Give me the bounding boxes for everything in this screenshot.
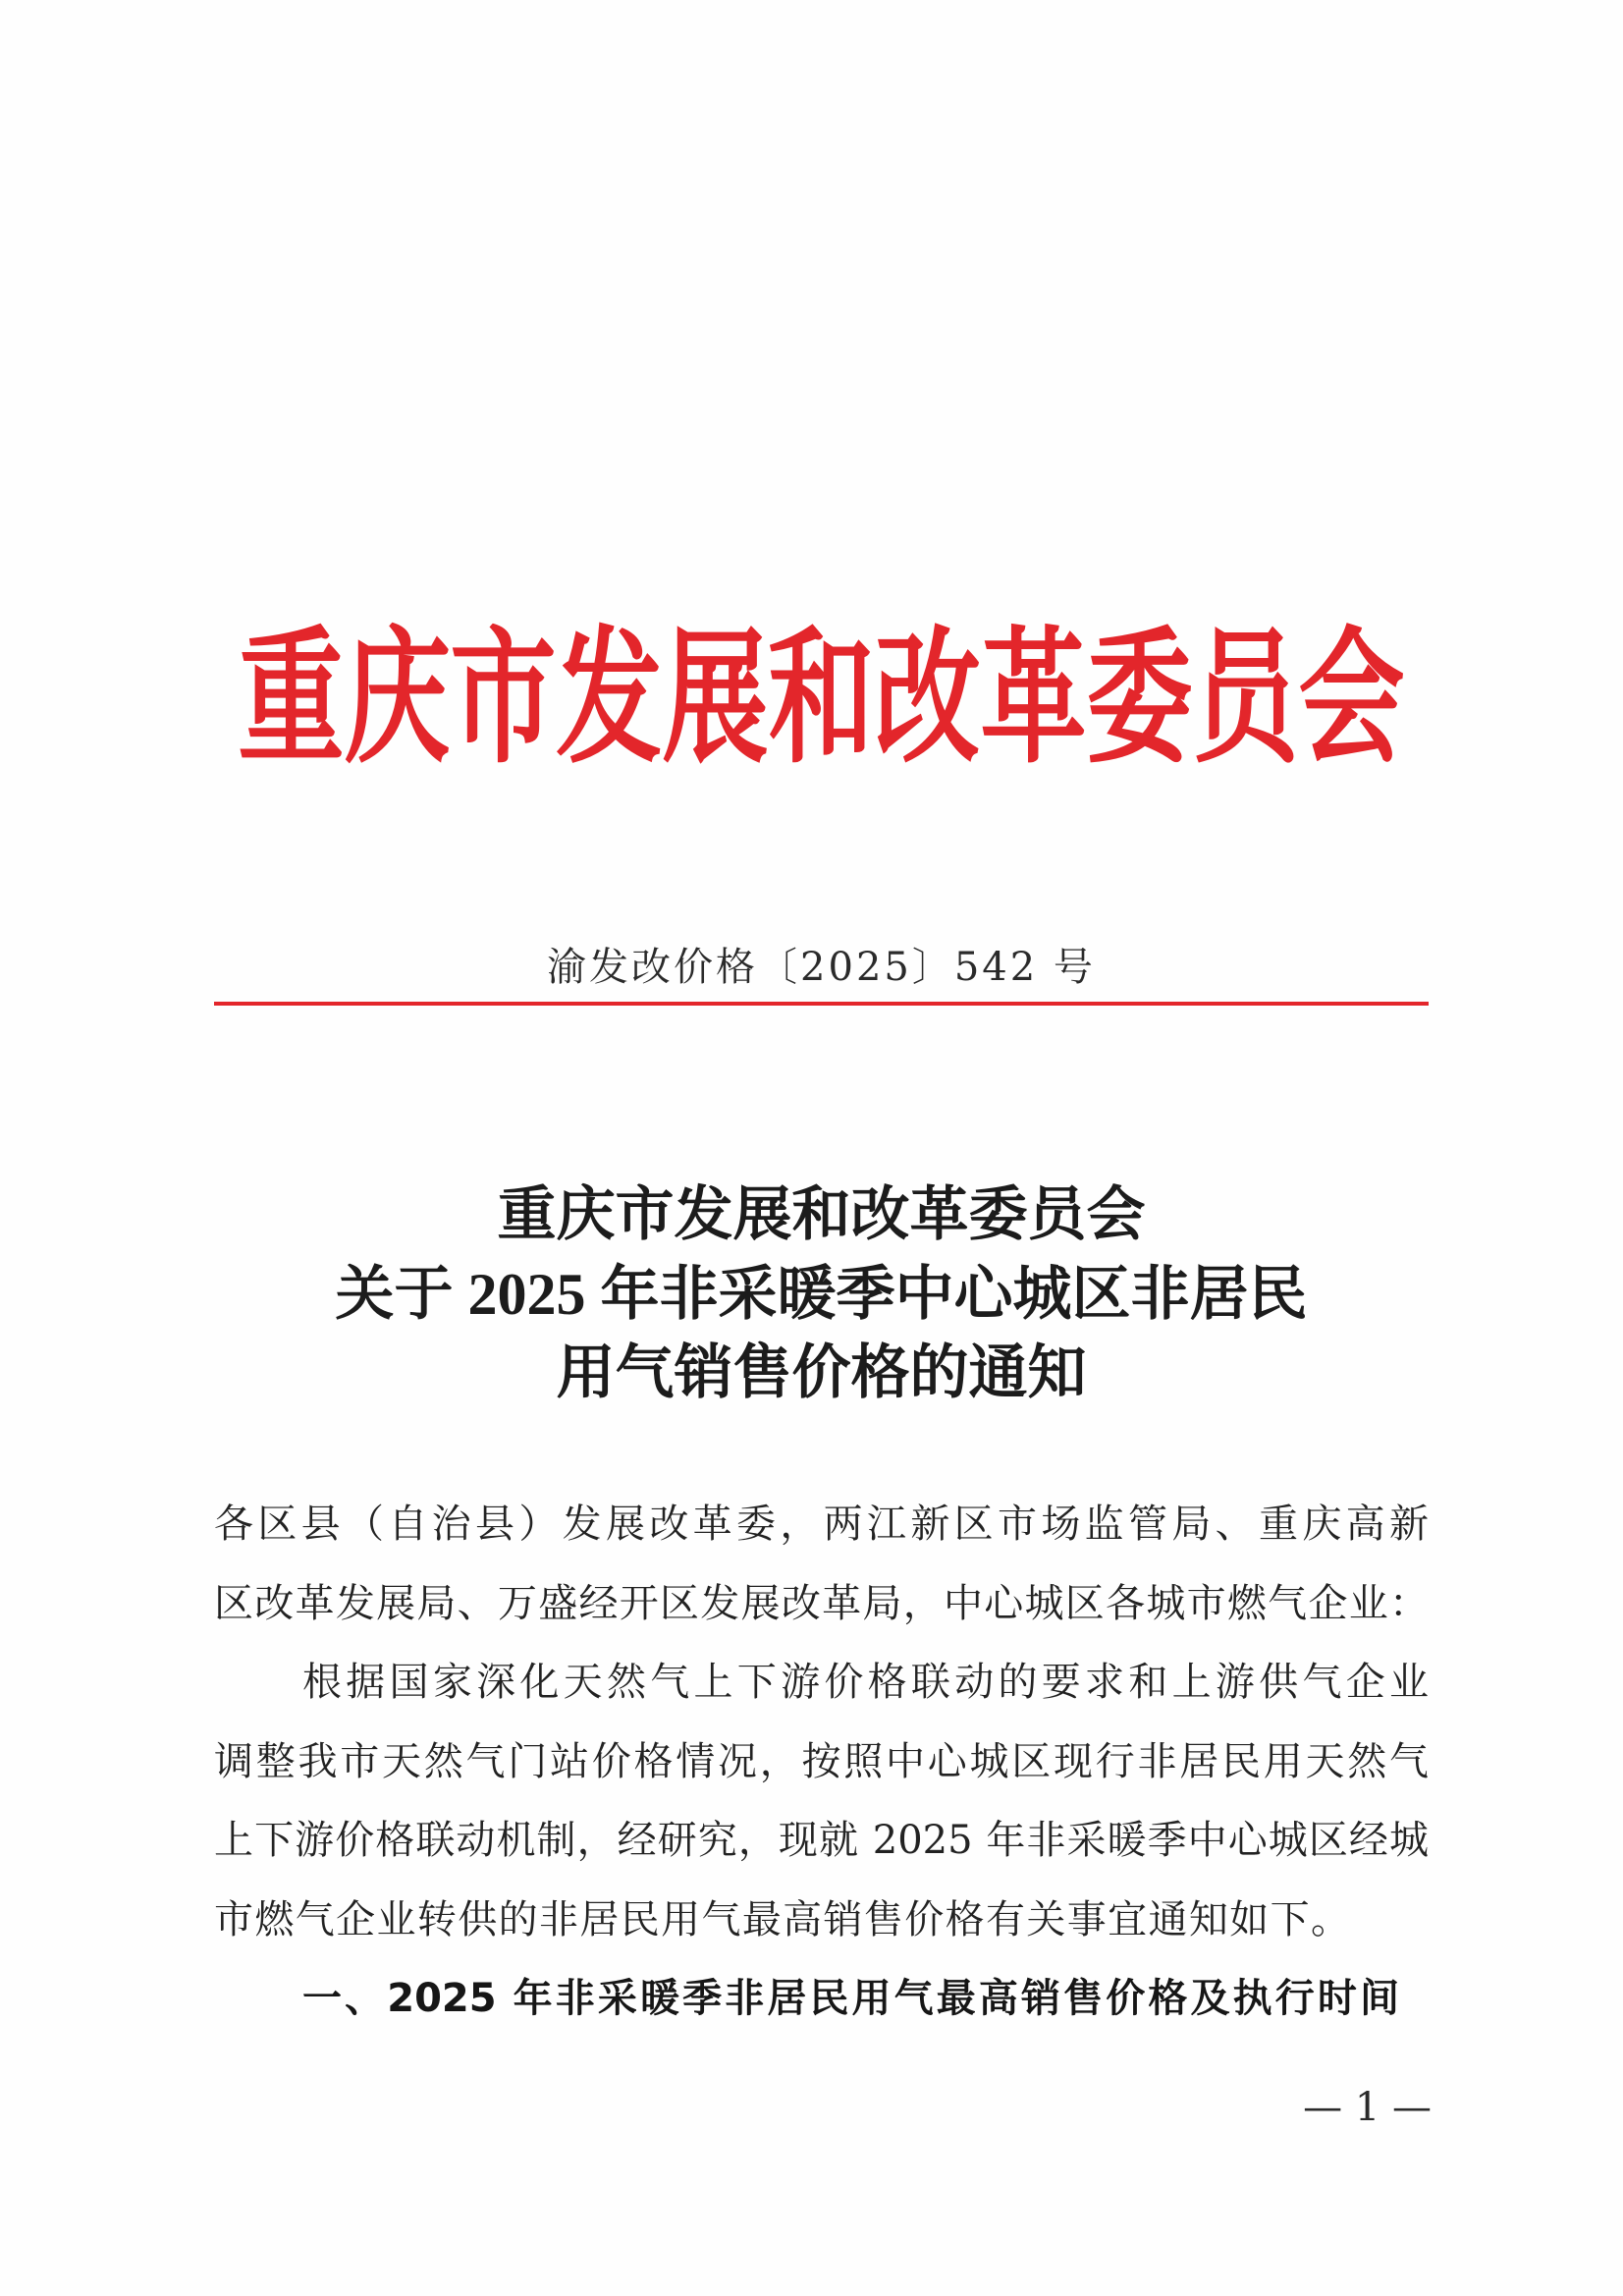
- body-text: [214, 1485, 1429, 2039]
- paragraph-line: 调整我市天然气门站价格情况，按照中心城区现行非居民用天然气: [214, 1738, 1429, 1784]
- paragraph-line: 市燃气企业转供的非居民用气最高销售价格有关事宜通知如下。: [214, 1896, 1350, 1942]
- issuer-name: 重庆市发展和改革委员会: [238, 620, 1405, 782]
- title-line: 用气销售价格的通知: [556, 1340, 1087, 1405]
- document-number: 渝发改价格〔2025〕542 号: [547, 945, 1096, 990]
- addressee-line: 区改革发展局、万盛经开区发展改革局，中心城区各城市燃气企业：: [214, 1580, 1429, 1626]
- section-heading: 一、2025 年非采暖季非居民用气最高销售价格及执行时间: [302, 1976, 1399, 2021]
- title-line: 关于 2025 年非采暖季中心城区非居民: [335, 1261, 1308, 1327]
- addressee-line: 各区县（自治县）发展改革委，两江新区市场监管局、重庆高新: [214, 1502, 1429, 1547]
- paragraph-line: 根据国家深化天然气上下游价格联动的要求和上游供气企业: [302, 1660, 1429, 1705]
- issuer-header: [214, 620, 1429, 782]
- title-line: 重庆市发展和改革委员会: [497, 1182, 1146, 1247]
- red-separator-line: [214, 1002, 1429, 1006]
- paragraph-line: 上下游价格联动机制，经研究，现就 2025 年非采暖季中心城区经城: [214, 1818, 1429, 1863]
- page-number: — 1 —: [1303, 2085, 1432, 2130]
- document-title: [214, 1175, 1429, 1413]
